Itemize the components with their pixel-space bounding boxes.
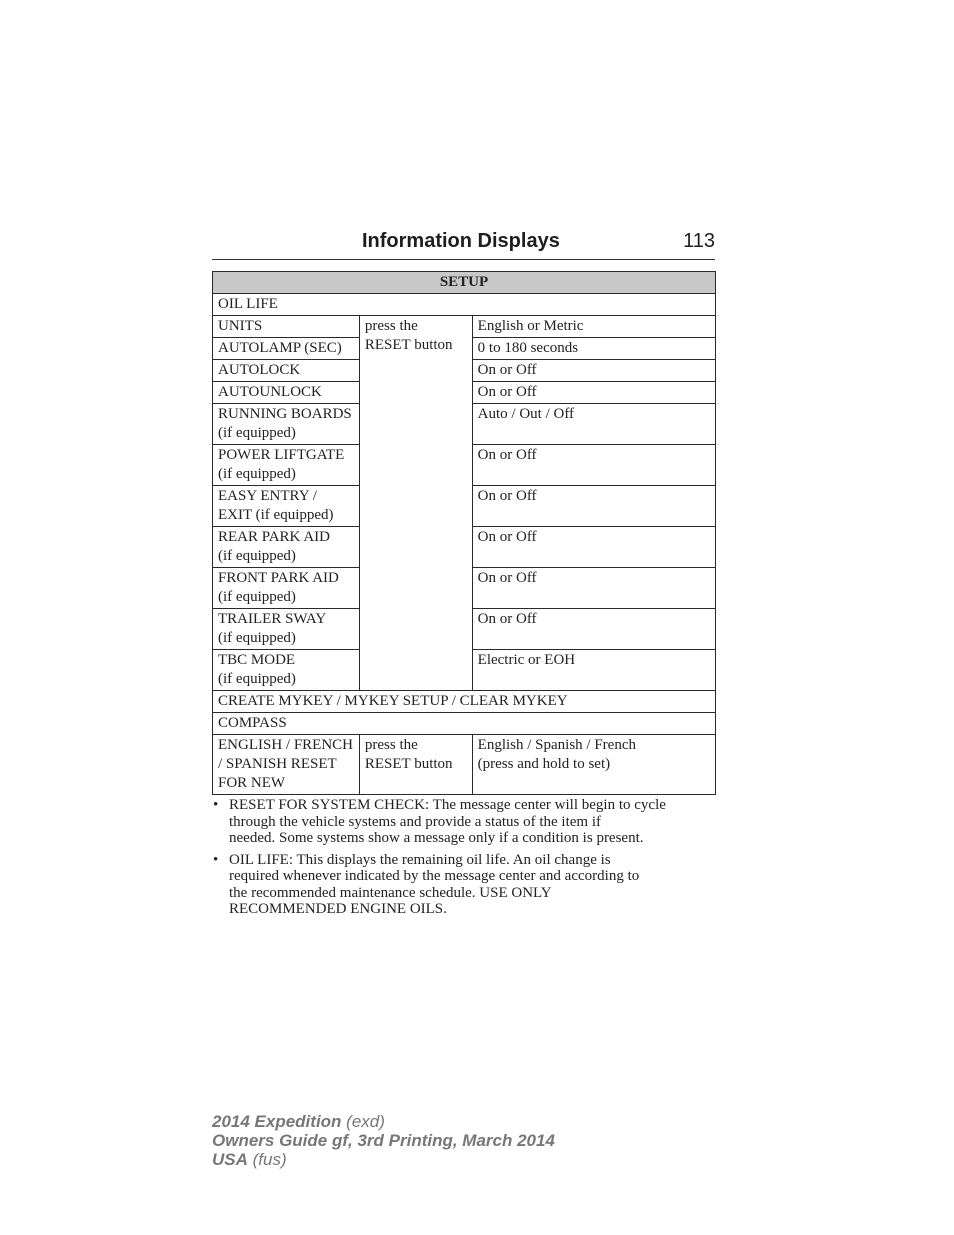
- item-line: (if equipped): [218, 548, 296, 564]
- item-line: EXIT (if equipped): [218, 507, 334, 523]
- item-line: FRONT PARK AID: [218, 570, 339, 586]
- item-line: POWER LIFTGATE: [218, 447, 345, 463]
- action-line: press the: [364, 737, 418, 753]
- row-setting: Auto / Out / Off: [472, 404, 715, 445]
- row-setting: On or Off: [472, 568, 715, 609]
- row-action: [359, 316, 472, 691]
- section-title: Information Displays: [362, 230, 560, 252]
- item-line: (if equipped): [218, 630, 296, 646]
- row-compass: COMPASS: [213, 713, 716, 735]
- action-line: RESET button: [364, 756, 453, 772]
- footer-line-2: [212, 1131, 555, 1150]
- row-setting: On or Off: [472, 486, 715, 527]
- row-mykey: CREATE MYKEY / MYKEY SETUP / CLEAR MYKEY: [213, 691, 716, 713]
- footer-market: USA: [212, 1150, 248, 1169]
- action-text: press the RESET button: [364, 318, 453, 353]
- table-row: [213, 735, 716, 795]
- bullet-icon: •: [213, 851, 219, 868]
- row-setting: 0 to 180 seconds: [472, 338, 715, 360]
- footer-line-3: [212, 1150, 555, 1169]
- list-item: [212, 797, 716, 847]
- note-line: needed. Some systems show a message only if a condition is present.: [229, 830, 644, 846]
- table-row: [213, 713, 716, 735]
- item-line: ENGLISH / FRENCH: [218, 737, 354, 753]
- footer-model-code: (exd): [346, 1112, 385, 1131]
- row-item: [213, 609, 360, 650]
- item-line: TBC MODE: [218, 652, 296, 668]
- row-setting: On or Off: [472, 527, 715, 568]
- row-setting: On or Off: [472, 382, 715, 404]
- item-line: (if equipped): [218, 466, 296, 482]
- list-item: [212, 852, 716, 918]
- row-setting: [472, 735, 715, 795]
- row-item: [213, 568, 360, 609]
- row-item: AUTOLAMP (SEC): [213, 338, 360, 360]
- item-line: / SPANISH RESET: [218, 756, 337, 772]
- row-setting: On or Off: [472, 445, 715, 486]
- row-item: UNITS: [213, 316, 360, 338]
- footer-guide: Owners Guide gf, 3rd Printing, March 2014: [212, 1131, 555, 1150]
- bullet-icon: •: [213, 797, 219, 813]
- row-setting: On or Off: [472, 360, 715, 382]
- row-item: AUTOLOCK: [213, 360, 360, 382]
- setting-line: (press and hold to set): [477, 756, 611, 772]
- row-setting: English or Metric: [472, 316, 715, 338]
- footer-line-1: [212, 1112, 555, 1131]
- row-setting: Electric or EOH: [472, 650, 715, 691]
- page-number: 113: [683, 230, 715, 252]
- setup-table: [212, 271, 716, 795]
- notes-list: [212, 797, 716, 923]
- note-line: the recommended maintenance schedule. USE ONLY: [229, 884, 552, 901]
- page-footer: [212, 1112, 555, 1169]
- note-line: RECOMMENDED ENGINE OILS.: [229, 901, 447, 917]
- item-line: REAR PARK AID: [218, 529, 330, 545]
- footer-model: 2014 Expedition: [212, 1112, 342, 1131]
- table-row: [213, 691, 716, 713]
- row-item: [213, 445, 360, 486]
- row-item: [213, 404, 360, 445]
- row-item: [213, 486, 360, 527]
- table-row: [213, 294, 716, 316]
- item-line: (if equipped): [218, 589, 296, 605]
- item-line: (if equipped): [218, 671, 296, 687]
- note-line: required whenever indicated by the message center and according to: [229, 868, 640, 884]
- item-line: FOR NEW: [218, 775, 286, 791]
- table-header-row: [213, 272, 716, 294]
- item-line: TRAILER SWAY: [218, 611, 327, 627]
- note-line: RESET FOR SYSTEM CHECK: The message center will begin to cycle: [229, 797, 666, 813]
- row-item: [213, 650, 360, 691]
- row-item: [213, 527, 360, 568]
- table-heading: SETUP: [213, 272, 716, 294]
- row-item: [213, 735, 360, 795]
- note-line: OIL LIFE: This displays the remaining oil life. An oil change is: [229, 851, 611, 868]
- setting-line: English / Spanish / French: [477, 737, 636, 753]
- item-line: EASY ENTRY /: [218, 488, 317, 504]
- item-line: RUNNING BOARDS: [218, 406, 352, 422]
- note-line: through the vehicle systems and provide a status of the item if: [229, 813, 601, 830]
- row-setting: On or Off: [472, 609, 715, 650]
- page-header: [212, 229, 715, 260]
- table-row: [213, 316, 716, 338]
- row-oil-life: OIL LIFE: [213, 294, 716, 316]
- item-line: (if equipped): [218, 425, 296, 441]
- row-action: [359, 735, 472, 795]
- row-item: AUTOUNLOCK: [213, 382, 360, 404]
- footer-market-code: (fus): [252, 1150, 287, 1169]
